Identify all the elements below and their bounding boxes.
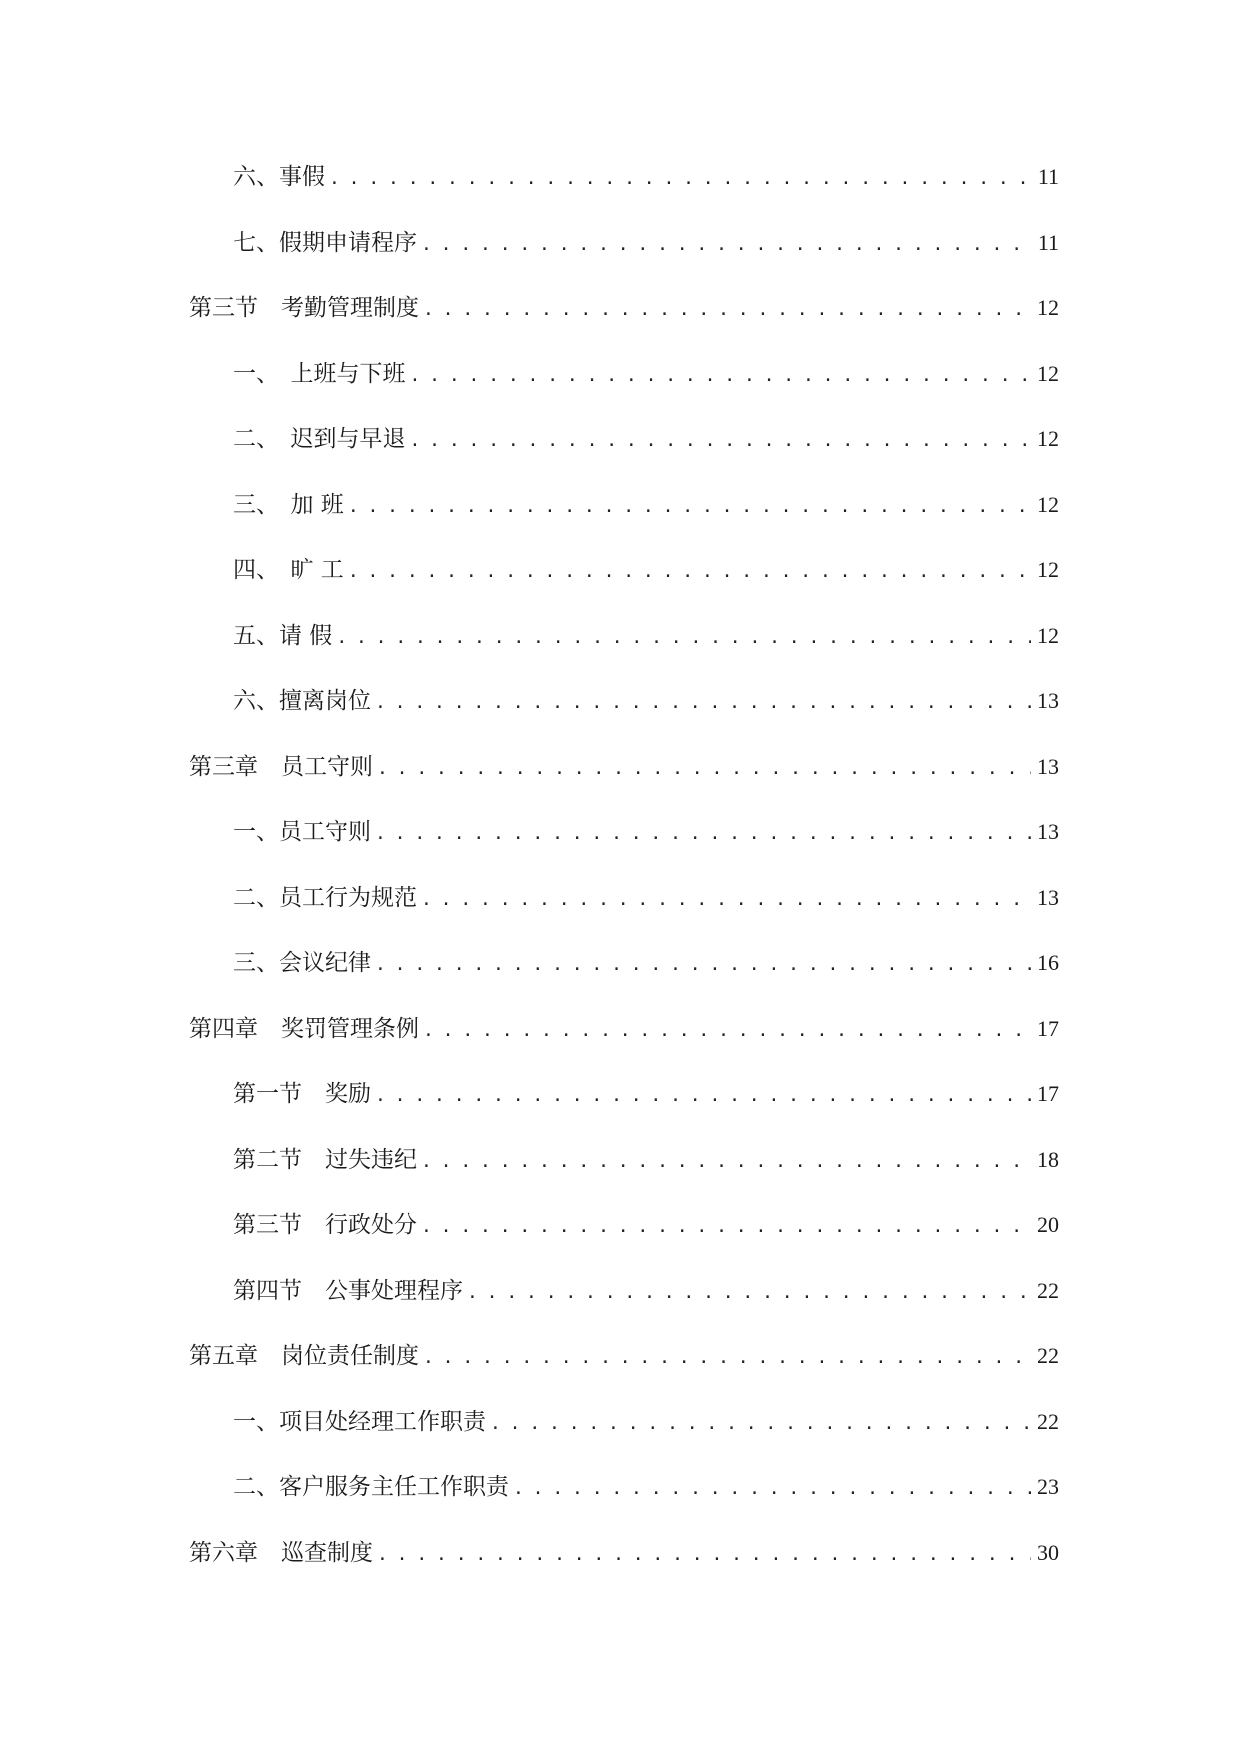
toc-dot-leader [421,1200,1031,1254]
toc-entry-title: 二、员工行为规范 [233,884,417,911]
toc-entry-title: 六、擅离岗位 [233,688,371,714]
toc-entry-page: 18 [1037,1146,1059,1172]
toc-entry-title: 第四节 公事处理程序 [233,1277,463,1304]
toc-entry-title: 三、 加 班 [233,491,344,518]
toc-entry-page: 22 [1037,1343,1059,1368]
toc-entry-page: 13 [1037,753,1059,779]
table-of-contents [189,150,1059,1591]
toc-entry-title: 一、员工守则 [233,819,371,845]
toc-entry[interactable] [189,1460,1059,1526]
toc-entry-title: 六、事假 [233,164,325,190]
toc-entry[interactable] [189,1329,1059,1395]
toc-dot-leader [336,611,1031,665]
toc-entry-title: 二、客户服务主任工作职责 [233,1474,509,1500]
toc-entry-title: 第一节 奖励 [233,1081,371,1107]
toc-dot-leader [513,1462,1031,1516]
toc-entry[interactable] [189,412,1059,478]
toc-entry-page: 12 [1037,295,1059,320]
toc-entry-page: 20 [1037,1212,1059,1237]
toc-entry[interactable] [189,1198,1059,1264]
toc-dot-leader [329,152,1031,206]
toc-entry[interactable] [189,609,1059,675]
toc-entry[interactable] [189,281,1059,347]
toc-entry[interactable] [189,805,1059,871]
toc-entry-title: 第四章 奖罚管理条例 [189,1015,419,1042]
toc-dot-leader [490,1397,1031,1451]
toc-dot-leader [410,349,1032,403]
toc-entry-page: 12 [1037,360,1059,386]
toc-entry-title: 二、 迟到与早退 [233,426,406,452]
toc-entry[interactable] [189,1067,1059,1133]
toc-entry-title: 第二节 过失违纪 [233,1146,417,1173]
toc-entry-page: 16 [1037,950,1059,975]
toc-entry-page: 17 [1037,1081,1059,1106]
toc-entry-page: 12 [1037,622,1059,648]
toc-entry[interactable] [189,478,1059,544]
toc-entry-page: 12 [1037,491,1059,517]
toc-entry-page: 12 [1037,426,1059,451]
toc-entry[interactable] [189,674,1059,740]
toc-dot-leader [410,414,1032,468]
toc-entry[interactable] [189,1002,1059,1068]
toc-dot-leader [377,742,1031,796]
toc-entry-title: 第三节 行政处分 [233,1212,417,1238]
toc-entry-page: 30 [1037,1539,1059,1565]
toc-entry[interactable] [189,150,1059,216]
toc-entry-page: 17 [1037,1015,1059,1041]
toc-entry[interactable] [189,347,1059,413]
toc-entry-title: 第三节 考勤管理制度 [189,295,419,321]
toc-entry[interactable] [189,936,1059,1002]
toc-entry-title: 四、 旷 工 [233,557,344,583]
toc-entry-title: 一、 上班与下班 [233,360,406,387]
toc-entry[interactable] [189,216,1059,282]
toc-entry-page: 11 [1037,229,1059,255]
toc-dot-leader [423,1004,1031,1058]
toc-entry-page: 22 [1037,1277,1059,1303]
toc-dot-leader [423,1331,1031,1385]
toc-entry-title: 一、项目处经理工作职责 [233,1408,486,1435]
toc-dot-leader [467,1266,1031,1320]
toc-entry[interactable] [189,1133,1059,1199]
toc-dot-leader [348,480,1031,534]
toc-entry[interactable] [189,740,1059,806]
toc-dot-leader [421,1135,1031,1189]
toc-entry-title: 五、请 假 [233,622,333,649]
toc-dot-leader [375,807,1031,861]
toc-entry-page: 13 [1037,819,1059,844]
toc-entry-page: 12 [1037,557,1059,582]
toc-entry-page: 23 [1037,1474,1059,1499]
toc-dot-leader [421,218,1031,272]
toc-dot-leader [423,283,1031,337]
toc-entry-title: 第六章 巡查制度 [189,1539,373,1566]
toc-dot-leader [375,1069,1031,1123]
toc-entry-title: 第三章 员工守则 [189,753,373,780]
toc-entry-title: 七、假期申请程序 [233,229,417,256]
toc-entry[interactable] [189,1264,1059,1330]
toc-entry[interactable] [189,871,1059,937]
toc-dot-leader [348,545,1031,599]
toc-entry-title: 三、会议纪律 [233,950,371,976]
toc-entry-title: 第五章 岗位责任制度 [189,1343,419,1369]
toc-entry-page: 22 [1037,1408,1059,1434]
toc-entry[interactable] [189,1395,1059,1461]
toc-entry[interactable] [189,543,1059,609]
toc-entry[interactable] [189,1526,1059,1592]
toc-entry-page: 13 [1037,884,1059,910]
toc-dot-leader [375,676,1031,730]
toc-dot-leader [375,938,1031,992]
toc-dot-leader [421,873,1031,927]
toc-entry-page: 11 [1037,164,1059,189]
toc-dot-leader [377,1528,1031,1582]
toc-entry-page: 13 [1037,688,1059,713]
